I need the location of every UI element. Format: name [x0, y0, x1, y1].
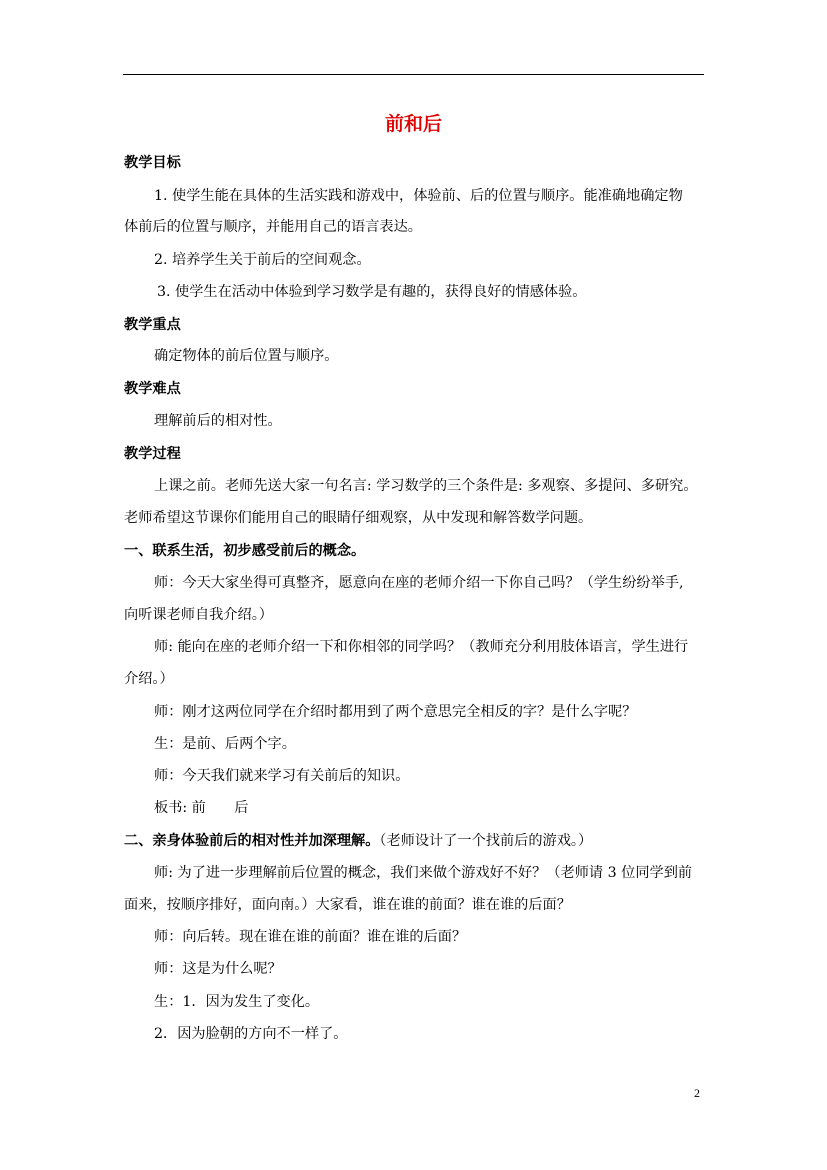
paragraph-line [154, 797, 248, 819]
section-heading [124, 540, 365, 562]
line-text: 3. 使学生在活动中体验到学习数学是有趣的，获得良好的情感体验。 [157, 284, 587, 300]
line-text: 生：1．因为发生了变化。 [154, 994, 320, 1010]
paragraph-line [154, 475, 698, 497]
line-text: 确定物体的前后位置与顺序。 [154, 348, 339, 364]
paragraph-line [154, 185, 683, 207]
paragraph-line [154, 701, 636, 723]
line-text: 1. 使学生能在具体的生活实践和游戏中，体验前、后的位置与顺序。能准确地确定物 [154, 188, 683, 204]
section-heading [124, 443, 181, 465]
line-text: 教学难点 [124, 381, 181, 397]
line-text: 2．因为脸朝的方向不一样了。 [154, 1026, 348, 1042]
paragraph-line [154, 345, 338, 367]
paragraph-line [154, 410, 282, 432]
paragraph-line [154, 249, 371, 271]
line-text: 师：今天大家坐得可真整齐，愿意向在座的老师介绍一下你自己吗？（学生纷纷举手, [154, 575, 684, 591]
section-heading [124, 830, 592, 852]
line-text: 老师希望这节课你们能用自己的眼睛仔细观察，从中发现和解答数学问题。 [124, 510, 593, 526]
header-rule [123, 74, 704, 75]
line-text: 生：是前、后两个字。 [154, 736, 296, 752]
line-text: 面来，按顺序排好，面向南。）大家看，谁在谁的前面？谁在谁的后面？ [124, 897, 571, 913]
line-text: 师: 能向在座的老师介绍一下和你相邻的同学吗？（教师充分利用肢体语言，学生进行 [154, 639, 689, 655]
paragraph-line [154, 733, 296, 755]
paragraph-line [154, 572, 683, 594]
line-text: 教学重点 [124, 317, 181, 333]
section-heading [124, 314, 181, 336]
paragraph-line [154, 765, 409, 787]
line-text: 师：向后转。现在谁在谁的前面？谁在谁的后面？ [154, 929, 467, 945]
section-heading [124, 378, 181, 400]
paragraph-line [124, 216, 422, 238]
paragraph-line [124, 604, 273, 626]
paragraph-line [124, 894, 571, 916]
paragraph-line [154, 991, 319, 1013]
line-text: 师：刚才这两位同学在介绍时都用到了两个意思完全相反的字？是什么字呢？ [154, 704, 637, 720]
paragraph-line [154, 636, 688, 658]
line-text: 一、联系生活，初步感受前后的概念。 [124, 543, 366, 559]
line-text: 向听课老师自我介绍。） [124, 607, 273, 623]
paragraph-line [154, 1023, 347, 1045]
section-heading [124, 152, 181, 174]
line-text: 师：今天我们就来学习有关前后的知识。 [154, 768, 410, 784]
paragraph-line [124, 507, 592, 529]
page-number: 2 [694, 1086, 700, 1100]
paragraph-line [154, 862, 692, 884]
line-text: 体前后的位置与顺序，并能用自己的语言表达。 [124, 219, 422, 235]
line-text: 上课之前。老师先送大家一句名言: 学习数学的三个条件是: 多观察、多提问、多研究。 [154, 478, 698, 494]
paragraph-line [154, 958, 282, 980]
line-text: 师：这是为什么呢？ [154, 961, 282, 977]
heading-note: （老师设计了一个找前后的游戏。） [379, 833, 593, 849]
paragraph-line [157, 281, 587, 303]
document-title: 前和后 [384, 113, 442, 135]
line-text: 2. 培养学生关于前后的空间观念。 [154, 252, 371, 268]
line-text: 介绍。） [124, 671, 174, 687]
line-text: 教学过程 [124, 446, 181, 462]
line-text: 教学目标 [124, 155, 181, 171]
line-text: 师: 为了进一步理解前后位置的概念，我们来做个游戏好不好？（老师请 3 位同学到前 [154, 865, 693, 881]
paragraph-line [124, 668, 174, 690]
line-text: 板书: 前 后 [154, 800, 249, 816]
line-text: 理解前后的相对性。 [154, 413, 282, 429]
paragraph-line [154, 926, 466, 948]
line-text: 二、亲身体验前后的相对性并加深理解。 [124, 833, 380, 849]
